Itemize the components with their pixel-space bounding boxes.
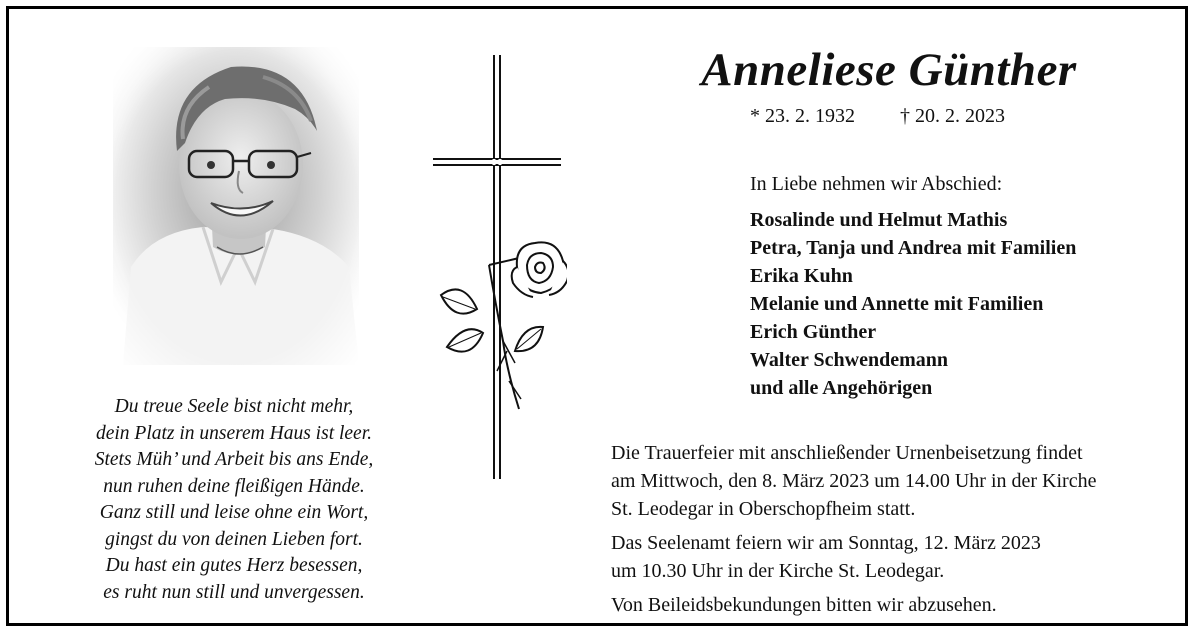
birth-date: * 23. 2. 1932 bbox=[750, 105, 855, 127]
cross-with-rose-icon bbox=[427, 51, 567, 483]
mourner-line: Rosalinde und Helmut Mathis bbox=[750, 209, 1008, 231]
poem-line: dein Platz in unserem Haus ist leer. bbox=[95, 422, 373, 444]
obituary-notice bbox=[6, 6, 1188, 626]
mourner-line: Petra, Tanja und Andrea mit Familien bbox=[750, 237, 1077, 259]
mourner-line: Erich Günther bbox=[750, 321, 877, 343]
mourner-line: Erika Kuhn bbox=[750, 265, 853, 287]
service-info bbox=[611, 433, 1096, 625]
funeral-line: St. Leodegar in Oberschopfheim statt. bbox=[611, 498, 916, 520]
poem-line: gingst du von deinen Lieben fort. bbox=[105, 528, 363, 550]
mourner-line: Walter Schwendemann bbox=[750, 349, 948, 371]
deceased-name: Anneliese Günther bbox=[701, 44, 1077, 96]
farewell-intro: In Liebe nehmen wir Abschied: bbox=[750, 173, 1003, 195]
requiem-line: um 10.30 Uhr in der Kirche St. Leodegar. bbox=[611, 560, 945, 582]
portrait-photo bbox=[113, 47, 359, 365]
poem-line: es ruht nun still und unvergessen. bbox=[103, 581, 365, 603]
poem-line: Du treue Seele bist nicht mehr, bbox=[114, 396, 354, 417]
poem-line: Stets Müh’ und Arbeit bis ans Ende, bbox=[94, 449, 374, 470]
mourner-line: und alle Angehörigen bbox=[750, 377, 933, 399]
mourner-line: Melanie und Annette mit Familien bbox=[750, 293, 1044, 315]
requiem-line: Das Seelenamt feiern wir am Sonntag, 12. März 2023 bbox=[611, 532, 1041, 554]
funeral-line: Die Trauerfeier mit anschließender Urnenbeisetzung findet bbox=[611, 442, 1083, 464]
condolences-line: Von Beileidsbekundungen bitten wir abzusehen. bbox=[611, 594, 997, 616]
poem-line: Ganz still und leise ohne ein Wort, bbox=[99, 502, 369, 523]
poem-line: nun ruhen deine fleißigen Hände. bbox=[103, 475, 365, 497]
mourners-list bbox=[750, 206, 1076, 402]
memorial-poem bbox=[49, 394, 419, 606]
death-date: † 20. 2. 2023 bbox=[900, 105, 1005, 127]
funeral-line: am Mittwoch, den 8. März 2023 um 14.00 Uhr in der Kirche bbox=[611, 470, 1097, 492]
poem-line: Du hast ein gutes Herz besessen, bbox=[105, 555, 363, 576]
life-dates bbox=[750, 105, 1005, 128]
